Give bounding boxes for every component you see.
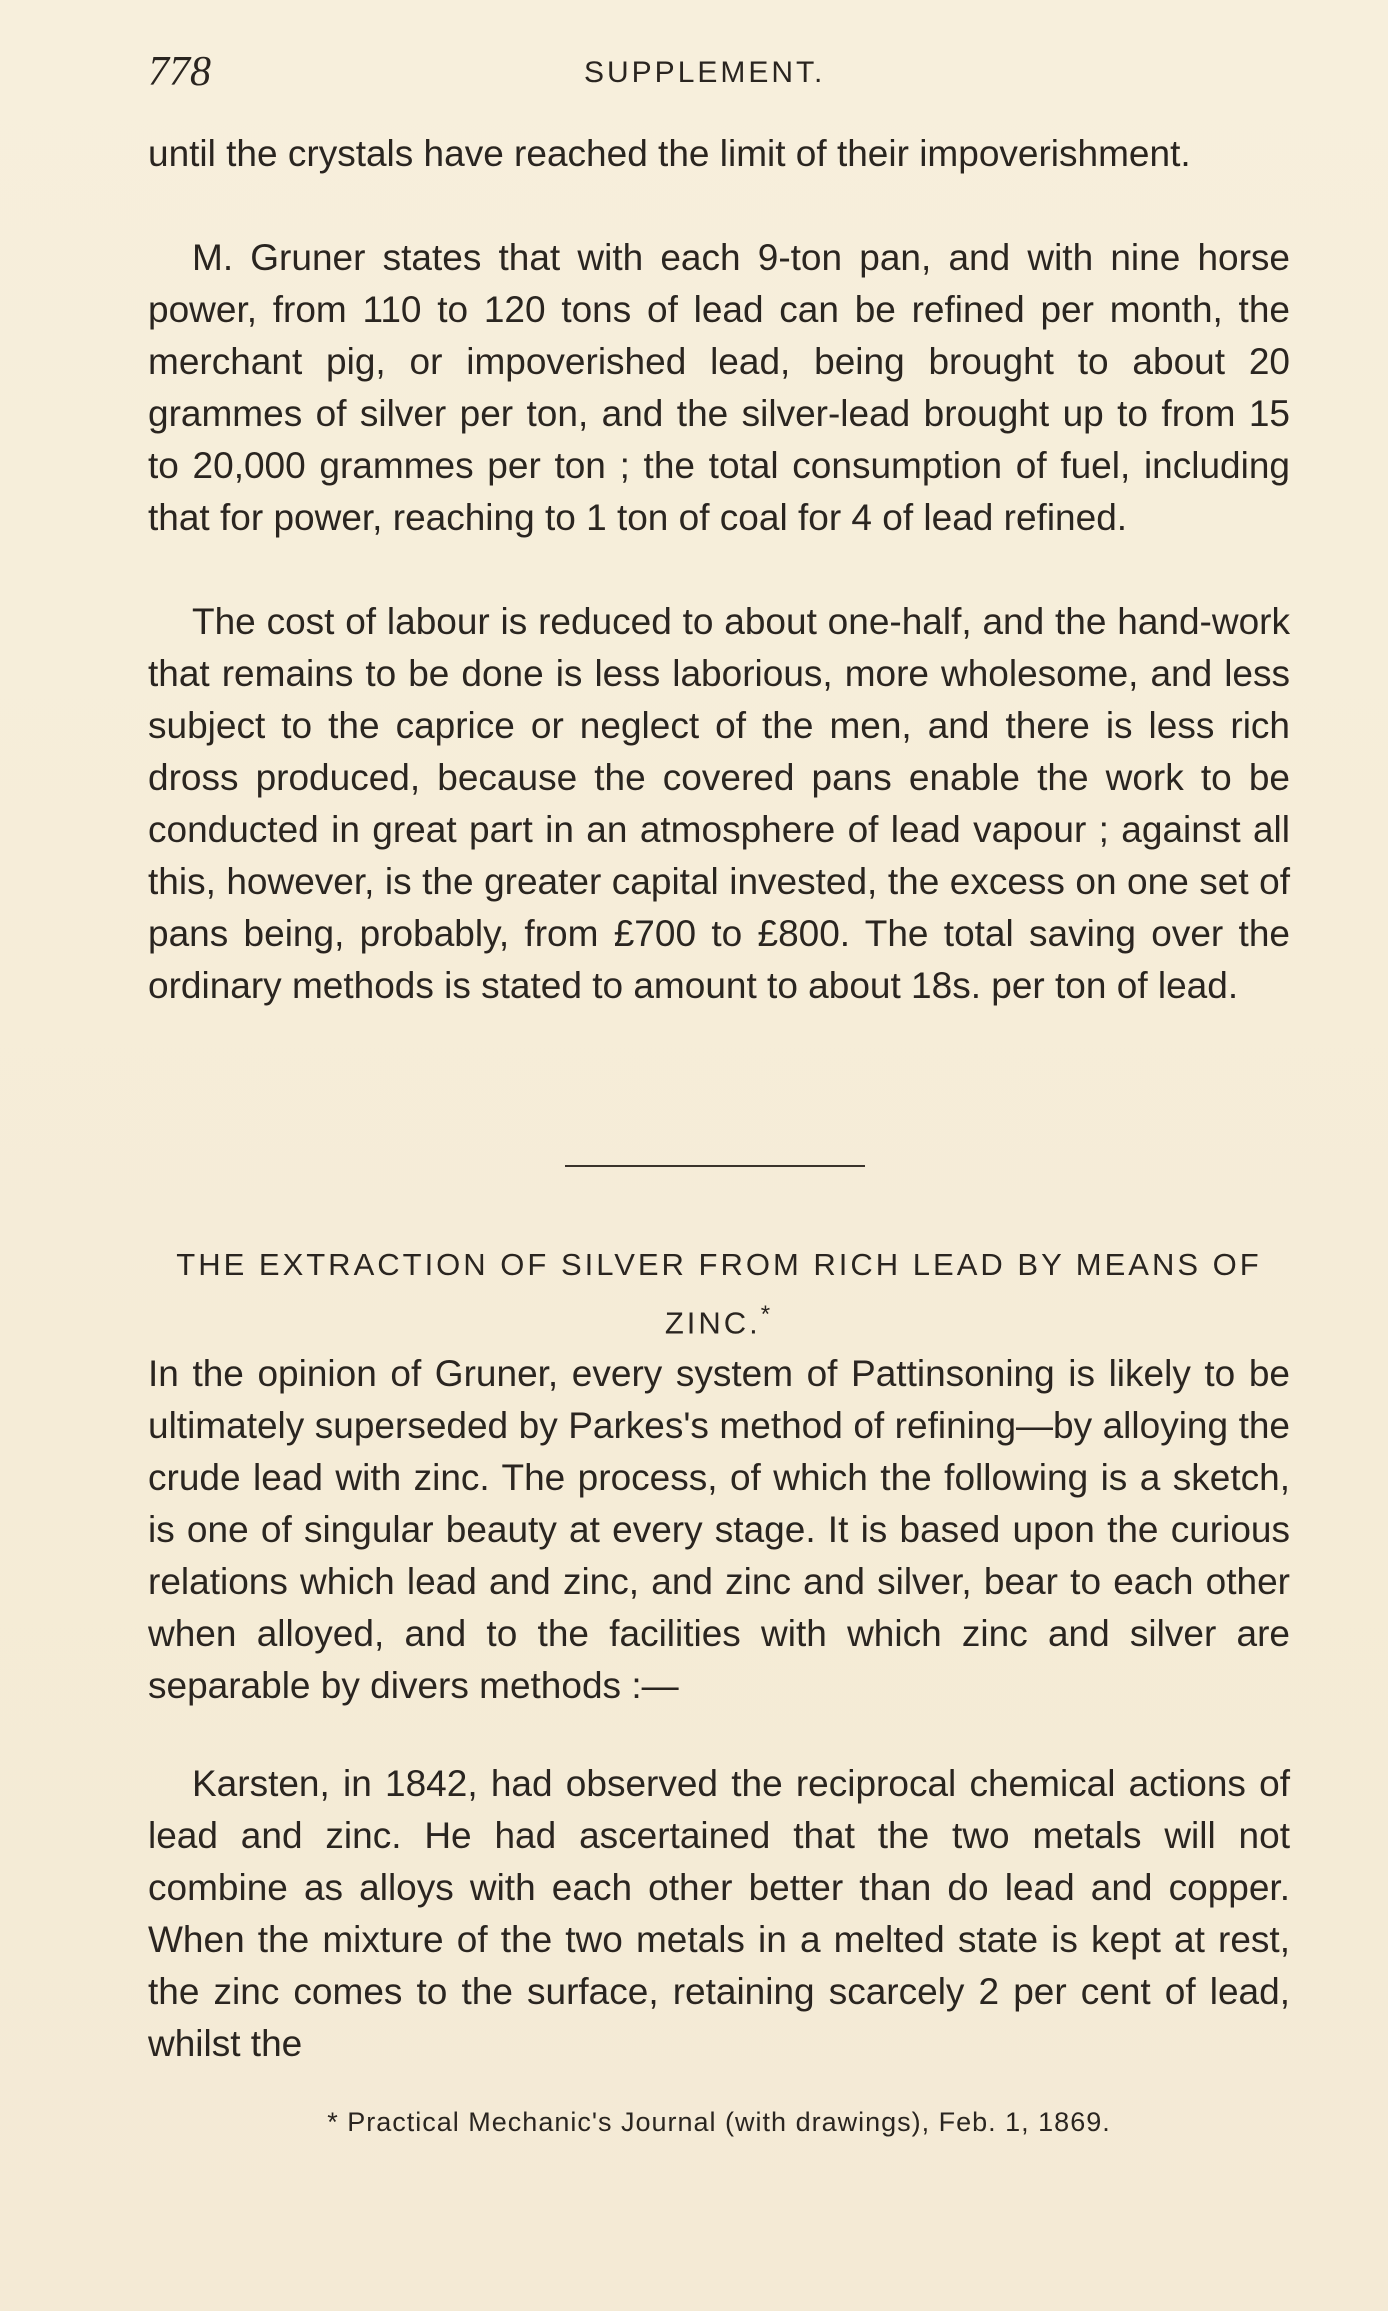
paragraph-karsten: Karsten, in 1842, had observed the reciprocal chemical actions of lead and zinc. He had ascertained that the two metals will not combine as alloys with each other better than do lead and copper. When the mixture of the two metals in a melted state is kept at rest, the zinc comes to the surface, retaining scarcely 2 per cent of lead, whilst the bbox=[148, 1763, 1290, 2064]
running-title: SUPPLEMENT. bbox=[584, 56, 826, 89]
paragraph-gruner-pan: M. Gruner states that with each 9-ton pan, and with nine horse power, from 110 to 120 tons of lead can be refined per month, the merchant pig, or impoverished lead, being brought to about 20 grammes of silver per ton, and the silver-lead brought up to from 15 to 20,000 grammes per ton ; the total consumption of fuel, including that for power, reaching to 1 ton of coal for 4 of lead refined. bbox=[148, 237, 1290, 538]
running-head bbox=[148, 48, 1290, 98]
footnote-marker: * bbox=[760, 1301, 774, 1328]
section-heading bbox=[148, 1240, 1290, 1348]
footnote: * Practical Mechanic's Journal (with drawings), Feb. 1, 1869. bbox=[327, 2107, 1111, 2137]
section-heading-text: THE EXTRACTION OF SILVER FROM RICH LEAD BY MEANS OF ZINC. bbox=[176, 1247, 1262, 1341]
section-divider bbox=[565, 1165, 865, 1167]
paragraph-gruner-opinion: In the opinion of Gruner, every system of Pattinsoning is likely to be ultimately superseded by Parkes's method of refining—by alloying the crude lead with zinc. The process, of which the following is a sketch, is one of singular beauty at every stage. It is based upon the curious relations which lead and zinc, and zinc and silver, bear to each other when alloyed, and to the facilities with which zinc and silver are separable by divers methods :— bbox=[148, 1353, 1290, 1706]
page-number: 778 bbox=[148, 49, 211, 95]
paragraph-labour-cost: The cost of labour is reduced to about one-half, and the hand-work that remains to be done is less laborious, more wholesome, and less subject to the caprice or neglect of the men, and there is less rich dross produced, because the covered pans enable the work to be conducted in great part in an atmosphere of lead vapour ; against all this, however, is the greater capital invested, the excess on one set of pans being, probably, from £700 to £800. The total saving over the ordinary methods is stated to amount to about 18s. per ton of lead. bbox=[148, 601, 1290, 1006]
paragraph-continuation: until the crystals have reached the limit of their impoverishment. bbox=[148, 133, 1191, 174]
